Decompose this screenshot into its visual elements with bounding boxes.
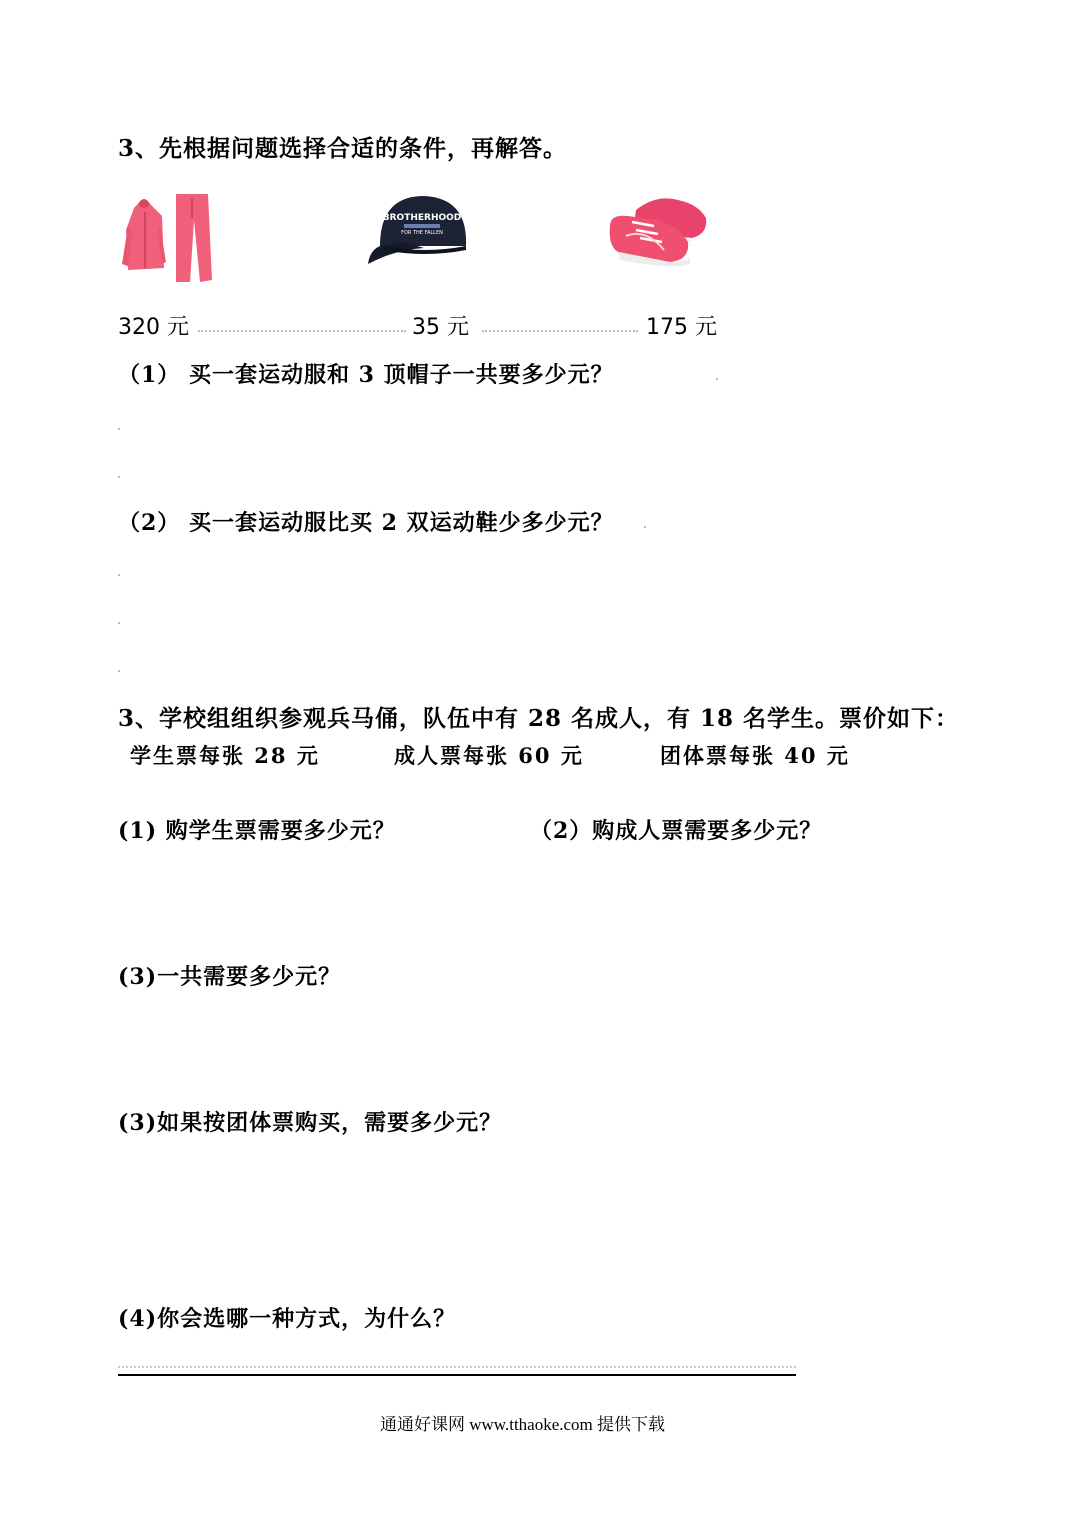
ticket-student: 学生票每张 28 元: [130, 743, 320, 768]
ticket-group: 团体票每张 40 元: [660, 743, 850, 768]
section-2-heading: 3、学校组组织参观兵马俑，队伍中有 28 名成人，有 18 名学生。票价如下：: [118, 705, 960, 732]
paragraph-mark: [716, 378, 718, 380]
price-cap: 35 元: [412, 315, 469, 340]
paragraph-mark: [118, 428, 120, 430]
section-1-heading: 3、先根据问题选择合适的条件，再解答。: [118, 135, 568, 162]
footer-dotted-line: [118, 1366, 796, 1368]
question-2-1: (1) 购学生票需要多少元？: [118, 818, 396, 844]
tracksuit-icon: [120, 190, 220, 290]
question-2-3: (3)一共需要多少元？: [118, 964, 342, 990]
dotted-leader: [198, 330, 406, 332]
ticket-adult: 成人票每张 60 元: [394, 743, 584, 768]
price-sneaker: 175 元: [646, 315, 717, 340]
dotted-leader: [482, 330, 638, 332]
paragraph-mark: [118, 622, 120, 624]
footer-rule: [118, 1374, 796, 1376]
paragraph-mark: [118, 574, 120, 576]
question-1-1: （1） 买一套运动服和 3 顶帽子一共要多少元？: [118, 362, 614, 388]
footer-text: 通通好课网 www.tthaoke.com 提供下载: [380, 1415, 666, 1434]
question-2-5: (4)你会选哪一种方式，为什么？: [118, 1306, 457, 1332]
price-tracksuit: 320 元: [118, 315, 189, 340]
cap-icon: [364, 190, 470, 276]
question-1-2: （2） 买一套运动服比买 2 双运动鞋少多少元？: [118, 510, 614, 536]
cap-brand-text: BROTHERHOOD: [382, 213, 462, 223]
paragraph-mark: [644, 526, 646, 528]
cap-sub-text: FOR THE FALLEN: [401, 230, 443, 236]
paragraph-mark: [118, 670, 120, 672]
paragraph-mark: [118, 476, 120, 478]
question-2-4: (3)如果按团体票购买，需要多少元？: [118, 1110, 503, 1136]
question-2-2: （2）购成人票需要多少元？: [530, 818, 823, 844]
sneaker-icon: [606, 190, 710, 278]
